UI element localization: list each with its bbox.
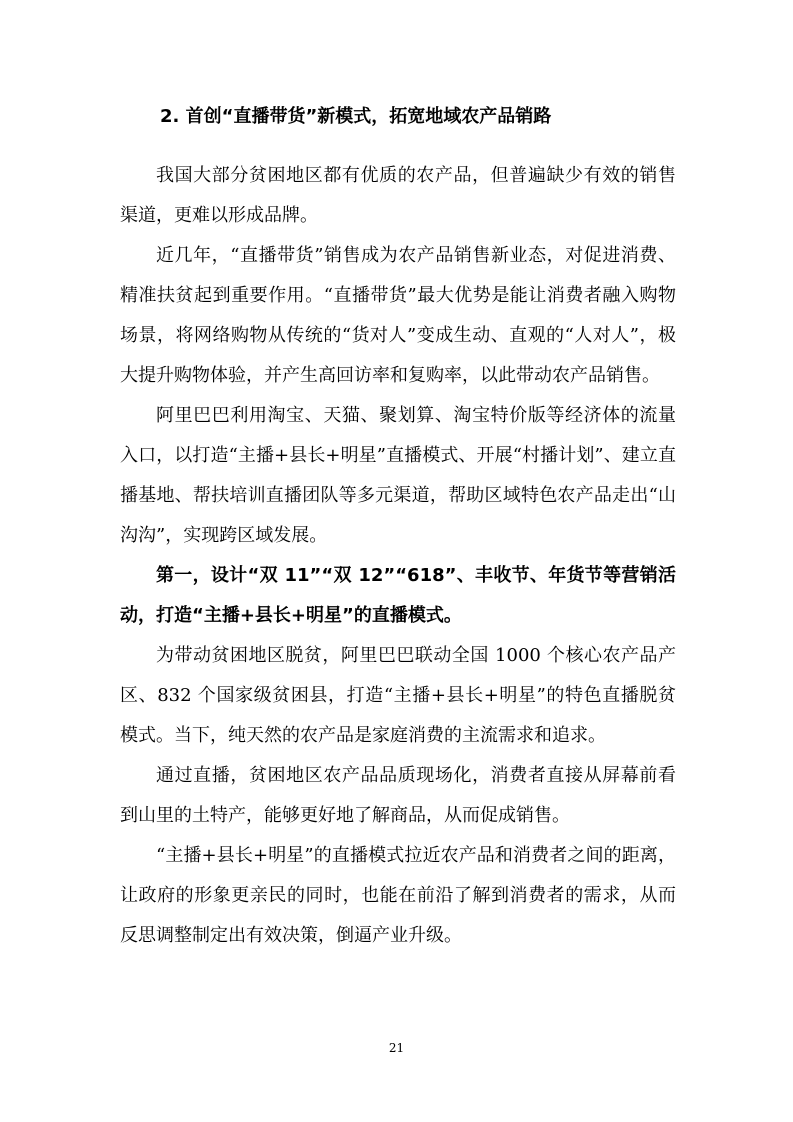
paragraph-3: 阿里巴巴利用淘宝、天猫、聚划算、淘宝特价版等经济体的流量入口，以打造“主播+县长+明星”直播模式、开展“村播计划”、建立直播基地、帮扶培训直播团队等多元渠道，帮助区域特色农产品走出“山沟沟”，实现跨区域发展。 <box>120 405 676 546</box>
section-heading: 2. 首创“直播带货”新模式，拓宽地域农产品销路 <box>160 106 552 127</box>
paragraph-2: 近几年，“直播带货”销售成为农产品销售新业态，对促进消费、精准扶贫起到重要作用。“直播带货”最大优势是能让消费者融入购物场景，将网络购物从传统的“货对人”变成生动、直观的“人对人”，极大提升购物体验，并产生高回访率和复购率，以此带动农产品销售。 <box>120 245 676 386</box>
paragraph-4-bold: 第一，设计“双 11”“双 12”“618”、丰收节、年货节等营销活动，打造“主播+县长+明星”的直播模式。 <box>120 565 676 626</box>
paragraph-6: 通过直播，贫困地区农产品品质现场化，消费者直接从屏幕前看到山里的土特产，能够更好地了解商品，从而促成销售。 <box>120 765 676 826</box>
body-text <box>120 156 676 956</box>
page-number: 21 <box>388 1041 405 1055</box>
paragraph-7: “主播+县长+明星”的直播模式拉近农产品和消费者之间的距离，让政府的形象更亲民的同时，也能在前沿了解到消费者的需求，从而反思调整制定出有效决策，倒逼产业升级。 <box>120 845 676 946</box>
paragraph-1: 我国大部分贫困地区都有优质的农产品，但普遍缺少有效的销售渠道，更难以形成品牌。 <box>120 165 676 226</box>
paragraph-5: 为带动贫困地区脱贫，阿里巴巴联动全国 1000 个核心农产品产区、832 个国家级贫困县，打造“主播+县长+明星”的特色直播脱贫模式。当下，纯天然的农产品是家庭消费的主流需求和追求。 <box>120 645 676 746</box>
